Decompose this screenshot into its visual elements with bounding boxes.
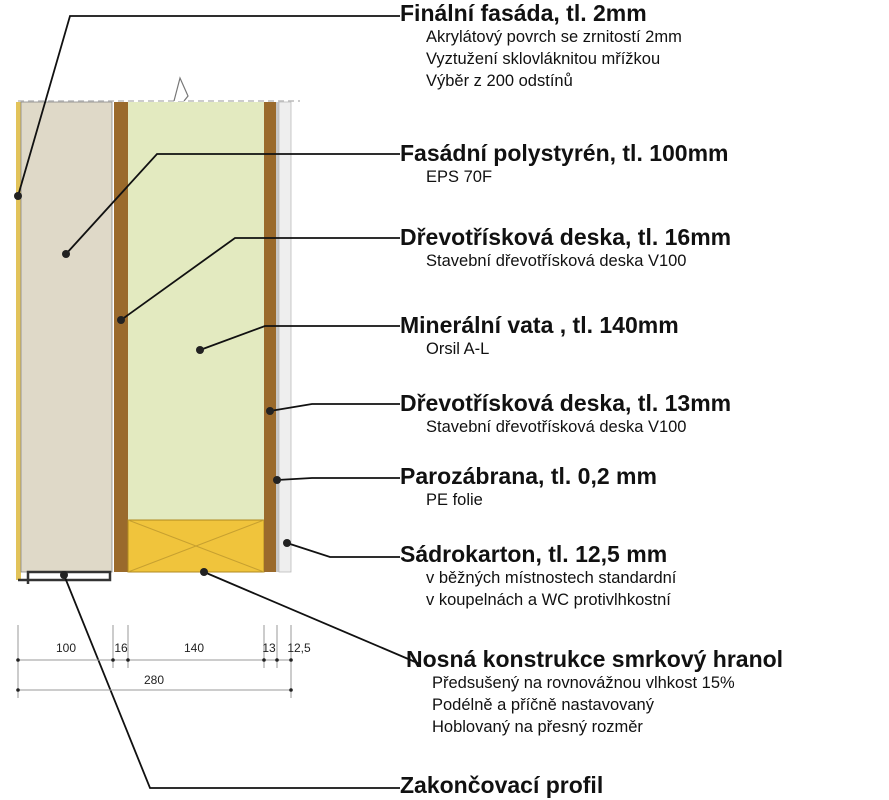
label-title: Dřevotřísková deska, tl. 16mm	[400, 224, 732, 250]
label-title: Finální fasáda, tl. 2mm	[400, 0, 647, 26]
dim-12-5: 12,5	[287, 641, 311, 655]
label-sub: v koupelnách a WC protivlhkostní	[426, 591, 671, 609]
label-fasadni-polystyren	[400, 140, 729, 188]
dimension-lines	[18, 625, 291, 698]
dot-drevotriskova-deska-16	[117, 316, 125, 324]
dim-total-280: 280	[143, 673, 165, 687]
label-finalni-fasada	[400, 0, 682, 92]
dot-zakoncovaci-profil	[60, 571, 68, 579]
dot-parozabrana	[273, 476, 281, 484]
layer-drevotriskova-deska-13	[264, 102, 276, 572]
leader-nosna-konstrukce	[204, 572, 420, 664]
layer-finalni-fasada	[16, 102, 21, 580]
label-title: Sádrokarton, tl. 12,5 mm	[400, 541, 668, 567]
dim-140: 140	[183, 641, 205, 655]
layer-fasadni-polystyren	[21, 102, 112, 572]
label-sub: Akrylátový povrch se zrnitostí 2mm	[426, 28, 682, 46]
label-title: Zakončovací profil	[400, 772, 604, 798]
label-sub: Předsušený na rovnovážnou vlhkost 15%	[432, 674, 735, 692]
label-sub: Podélně a příčně nastavovaný	[432, 696, 654, 714]
break-mark	[174, 78, 188, 101]
label-sub: Vyztužení sklovláknitou mřížkou	[426, 50, 661, 68]
label-zakoncovaci-profil	[400, 772, 603, 798]
leader-parozabrana	[277, 478, 400, 480]
label-parozabrana	[400, 463, 657, 511]
dot-finalni-fasada	[14, 192, 22, 200]
label-nosna-konstrukce	[406, 646, 783, 738]
dim-100: 100	[55, 641, 77, 655]
label-sub: Orsil A-L	[426, 340, 490, 358]
label-sub: v běžných místnostech standardní	[426, 569, 677, 587]
layer-drevotriskova-deska-16	[114, 102, 128, 572]
label-mineralni-vata	[400, 312, 679, 360]
label-sub: EPS 70F	[426, 168, 493, 186]
label-sub: Stavební dřevotřísková deska V100	[426, 252, 687, 270]
layer-sadrokarton	[279, 102, 291, 572]
leader-zakoncovaci-profil	[64, 575, 400, 788]
dim-16: 16	[114, 641, 128, 655]
dot-mineralni-vata	[196, 346, 204, 354]
label-sub: Hoblovaný na přesný rozměr	[432, 718, 643, 736]
label-drevotriskova-deska-13	[400, 390, 731, 438]
label-title: Dřevotřísková deska, tl. 13mm	[400, 390, 732, 416]
dim-13: 13	[262, 641, 276, 655]
label-sub: Výběr z 200 odstínů	[426, 72, 573, 90]
label-sub: PE folie	[426, 491, 483, 509]
label-title: Fasádní polystyrén, tl. 100mm	[400, 140, 729, 166]
layer-parozabrana	[276, 102, 279, 572]
dot-fasadni-polystyren	[62, 250, 70, 258]
leader-sadrokarton	[287, 543, 400, 557]
dot-nosna-konstrukce	[200, 568, 208, 576]
dot-drevotriskova-deska-13	[266, 407, 274, 415]
label-title: Minerální vata , tl. 140mm	[400, 312, 679, 338]
label-title: Nosná konstrukce smrkový hranol	[406, 646, 784, 672]
label-title: Parozábrana, tl. 0,2 mm	[400, 463, 657, 489]
label-drevotriskova-deska-16	[400, 224, 731, 272]
label-sadrokarton	[400, 541, 676, 611]
dot-sadrokarton	[283, 539, 291, 547]
label-sub: Stavební dřevotřísková deska V100	[426, 418, 687, 436]
